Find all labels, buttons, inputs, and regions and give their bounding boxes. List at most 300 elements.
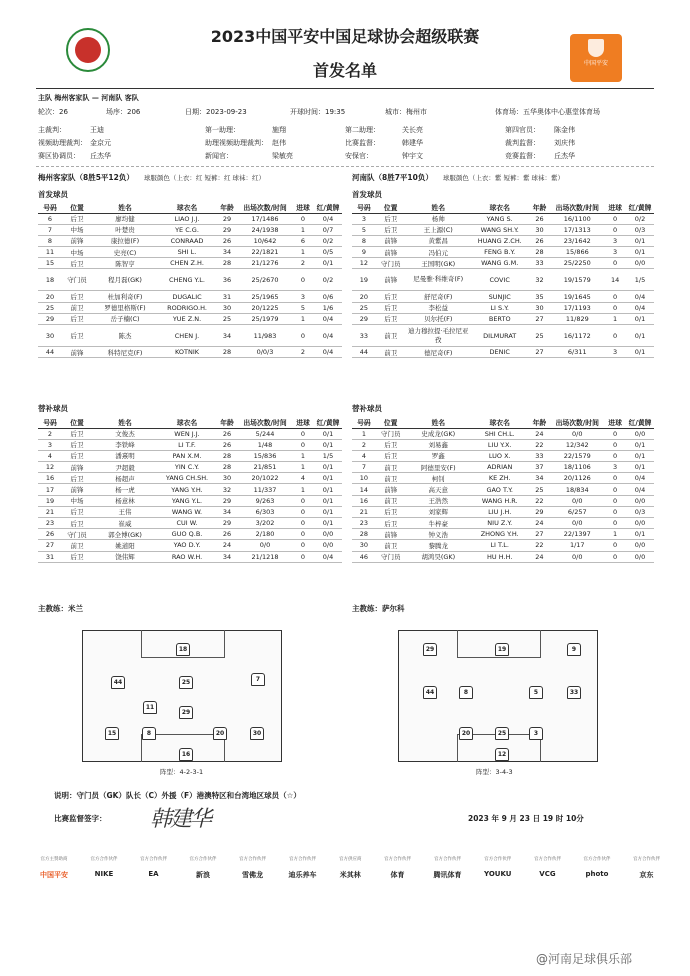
column-header: 号码 bbox=[352, 202, 376, 213]
player-cell: 0/1 bbox=[626, 313, 654, 324]
player-cell: 前锋 bbox=[62, 462, 92, 473]
player-cell: 1/17 bbox=[550, 540, 604, 551]
column-header: 位置 bbox=[376, 202, 406, 213]
player-cell: 陈杰 bbox=[92, 325, 158, 347]
player-cell: 0/6 bbox=[314, 291, 342, 302]
player-cell: 3 bbox=[604, 235, 626, 246]
player-cell: 1/48 bbox=[238, 439, 292, 450]
player-cell: 12 bbox=[38, 462, 62, 473]
player-cell: 0/4 bbox=[626, 302, 654, 313]
player-row bbox=[38, 313, 342, 324]
player-cell: 0/0 bbox=[626, 258, 654, 269]
player-cell: 0 bbox=[292, 439, 314, 450]
player-cell: YAO D.Y. bbox=[158, 540, 216, 551]
player-cell: 后卫 bbox=[62, 551, 92, 562]
player-shirt-icon: 7 bbox=[251, 673, 265, 686]
player-shirt-icon: 25 bbox=[179, 676, 193, 689]
player-cell: 中场 bbox=[62, 224, 92, 235]
home-team-header: 梅州客家队（8胜5平12负） 球服颜色（上衣：红 短裤：红 球袜：红） bbox=[38, 173, 266, 182]
player-shirt-icon: 8 bbox=[142, 727, 156, 740]
player-row bbox=[352, 224, 654, 235]
player-cell: 28 bbox=[529, 247, 551, 258]
player-cell: 5/244 bbox=[238, 428, 292, 439]
player-cell: 0/7 bbox=[314, 224, 342, 235]
official-role: 安保官： bbox=[345, 152, 373, 160]
player-cell: 4 bbox=[292, 473, 314, 484]
player-cell: 崔威 bbox=[92, 518, 158, 529]
column-header: 球衣名 bbox=[471, 417, 529, 428]
player-cell: 前卫 bbox=[376, 325, 406, 347]
column-header: 号码 bbox=[352, 417, 376, 428]
player-shirt-icon: 9 bbox=[567, 643, 581, 656]
player-cell: 17/1313 bbox=[550, 224, 604, 235]
column-header: 号码 bbox=[38, 417, 62, 428]
player-cell: 岳子楠(C) bbox=[92, 313, 158, 324]
player-cell: 姚道阳 bbox=[92, 540, 158, 551]
player-cell: WANG G.M. bbox=[471, 258, 529, 269]
player-cell: 0 bbox=[604, 551, 626, 562]
player-cell: 前锋 bbox=[62, 235, 92, 246]
official-role: 第四官员： bbox=[505, 126, 540, 134]
player-row bbox=[352, 439, 654, 450]
player-cell: 16 bbox=[352, 495, 376, 506]
player-cell: 0 bbox=[292, 213, 314, 224]
sponsor-caption: 官方合作伙伴 bbox=[289, 857, 316, 862]
sponsor-caption: 官方合作伙伴 bbox=[189, 857, 217, 862]
player-cell: 21 bbox=[38, 506, 62, 517]
official-role: 裁判监督： bbox=[505, 139, 540, 147]
player-cell: 守门员 bbox=[62, 269, 92, 291]
player-cell: 前卫 bbox=[376, 462, 406, 473]
player-cell: 25 bbox=[529, 325, 551, 347]
player-cell: 杨一虎 bbox=[92, 484, 158, 495]
sponsor-caption: 官方合作伙伴 bbox=[632, 857, 660, 862]
column-header: 出场次数/时间 bbox=[550, 202, 604, 213]
official-name: 刘庆伟 bbox=[554, 139, 575, 147]
player-cell: 44 bbox=[38, 347, 62, 358]
player-cell: 杨超声 bbox=[92, 473, 158, 484]
player-row bbox=[38, 224, 342, 235]
player-row bbox=[352, 258, 654, 269]
player-cell: 28 bbox=[216, 347, 238, 358]
player-cell: 0/2 bbox=[626, 213, 654, 224]
player-cell: 后卫 bbox=[62, 473, 92, 484]
player-cell: 0/1 bbox=[314, 428, 342, 439]
sponsor-caption: 官方合作伙伴 bbox=[434, 857, 461, 862]
player-row bbox=[352, 428, 654, 439]
player-cell: 1 bbox=[292, 224, 314, 235]
player-cell: 0/0 bbox=[626, 495, 654, 506]
player-row bbox=[38, 325, 342, 347]
player-cell: 守门员 bbox=[376, 428, 406, 439]
away-subs-table bbox=[352, 417, 654, 563]
player-cell: 25 bbox=[216, 313, 238, 324]
player-cell: 33 bbox=[529, 450, 551, 461]
player-row bbox=[38, 473, 342, 484]
player-cell: 8 bbox=[352, 235, 376, 246]
player-cell: 21 bbox=[352, 506, 376, 517]
player-cell: 前卫 bbox=[62, 540, 92, 551]
player-cell: 0/1 bbox=[626, 247, 654, 258]
official-name: 韩建华 bbox=[402, 139, 423, 147]
player-cell: 0/4 bbox=[314, 325, 342, 347]
player-row bbox=[352, 235, 654, 246]
player-cell: 5 bbox=[292, 302, 314, 313]
player-cell: 3 bbox=[604, 462, 626, 473]
player-cell: 0/1 bbox=[626, 347, 654, 358]
home-starters-label: 首发球员 bbox=[38, 190, 68, 199]
player-row bbox=[352, 450, 654, 461]
player-cell: 33 bbox=[352, 325, 376, 347]
player-cell: 阿德里安(F) bbox=[406, 462, 471, 473]
official-name: 施翔 bbox=[272, 126, 286, 134]
player-cell: 25 bbox=[38, 302, 62, 313]
player-cell: 6/311 bbox=[550, 347, 604, 358]
page-title: 2023中国平安中国足球协会超级联赛 bbox=[210, 27, 480, 46]
player-row bbox=[38, 518, 342, 529]
player-row bbox=[38, 428, 342, 439]
player-cell: 19/1579 bbox=[550, 269, 604, 291]
player-cell: 24 bbox=[529, 551, 551, 562]
player-cell: 11/337 bbox=[238, 484, 292, 495]
player-shirt-icon: 44 bbox=[423, 686, 437, 699]
player-cell: LIAO J.J. bbox=[158, 213, 216, 224]
home-coach: 主教练：米兰 bbox=[38, 604, 83, 613]
player-cell: 后卫 bbox=[62, 258, 92, 269]
player-cell: 杜加利奇(F) bbox=[92, 291, 158, 302]
sponsor-name: EA bbox=[148, 870, 159, 878]
column-header: 姓名 bbox=[406, 417, 471, 428]
player-cell: 0/0 bbox=[314, 540, 342, 551]
player-shirt-icon: 19 bbox=[495, 643, 509, 656]
player-cell: 叶楚贵 bbox=[92, 224, 158, 235]
player-cell: 1 bbox=[604, 313, 626, 324]
player-cell: 0/1 bbox=[626, 439, 654, 450]
player-cell: 12/342 bbox=[550, 439, 604, 450]
player-cell: 25 bbox=[352, 302, 376, 313]
player-cell: ADRIAN bbox=[471, 462, 529, 473]
player-cell: 36 bbox=[216, 269, 238, 291]
player-cell: 24 bbox=[529, 518, 551, 529]
player-row bbox=[38, 462, 342, 473]
player-cell: 郭全博(GK) bbox=[92, 529, 158, 540]
player-row bbox=[38, 551, 342, 562]
sponsor-logo bbox=[384, 856, 411, 892]
watermark: @河南足球俱乐部 bbox=[536, 952, 633, 966]
player-cell: 10 bbox=[352, 473, 376, 484]
player-cell: 28 bbox=[216, 450, 238, 461]
player-row bbox=[38, 529, 342, 540]
player-cell: 22 bbox=[529, 495, 551, 506]
player-cell: 15/866 bbox=[550, 247, 604, 258]
player-cell: LI T.L. bbox=[471, 540, 529, 551]
player-cell: 0/1 bbox=[314, 473, 342, 484]
player-cell: 22/1821 bbox=[238, 247, 292, 258]
player-cell: 1 bbox=[292, 484, 314, 495]
sponsor-logo bbox=[534, 856, 561, 892]
player-cell: 30 bbox=[529, 224, 551, 235]
player-cell: 后卫 bbox=[376, 313, 406, 324]
player-cell: 0/1 bbox=[626, 450, 654, 461]
player-cell: 1 bbox=[292, 450, 314, 461]
player-cell: 0/0 bbox=[238, 540, 292, 551]
column-header: 球衣名 bbox=[158, 202, 216, 213]
player-cell: 后卫 bbox=[376, 213, 406, 224]
player-cell: 3 bbox=[38, 439, 62, 450]
player-cell: 3 bbox=[292, 291, 314, 302]
official-name: 钟宇文 bbox=[402, 152, 423, 160]
column-header: 位置 bbox=[62, 202, 92, 213]
away-team-header: 河南队（8胜7平10负） 球服颜色（上衣：紫 短裤：紫 球袜：紫） bbox=[352, 173, 565, 182]
player-cell: ZHONG Y.H. bbox=[471, 529, 529, 540]
player-cell: 15 bbox=[38, 258, 62, 269]
player-cell: BERTO bbox=[471, 313, 529, 324]
player-cell: 0/1 bbox=[314, 518, 342, 529]
player-cell: 0/1 bbox=[626, 462, 654, 473]
player-cell: 0/0 bbox=[314, 529, 342, 540]
player-cell: 11/983 bbox=[238, 325, 292, 347]
player-cell: 46 bbox=[352, 551, 376, 562]
player-cell: 19 bbox=[38, 495, 62, 506]
player-row bbox=[352, 495, 654, 506]
player-cell: 前锋 bbox=[376, 484, 406, 495]
player-row bbox=[352, 484, 654, 495]
column-header: 出场次数/时间 bbox=[238, 417, 292, 428]
player-cell: 25/1979 bbox=[238, 313, 292, 324]
player-cell: 11 bbox=[38, 247, 62, 258]
player-cell: 9 bbox=[352, 247, 376, 258]
sponsor-logo bbox=[484, 856, 511, 892]
player-row bbox=[38, 450, 342, 461]
player-cell: 0/5 bbox=[314, 247, 342, 258]
player-cell: 0 bbox=[604, 325, 626, 347]
player-cell: 后卫 bbox=[376, 518, 406, 529]
player-row bbox=[38, 213, 342, 224]
player-cell: 27 bbox=[38, 540, 62, 551]
sponsor-caption: 官方合作伙伴 bbox=[140, 857, 167, 862]
player-cell: 前卫 bbox=[62, 302, 92, 313]
column-header: 红/黄牌 bbox=[314, 417, 342, 428]
player-shirt-icon: 29 bbox=[179, 706, 193, 719]
player-cell: 34 bbox=[529, 473, 551, 484]
player-cell: YIN C.Y. bbox=[158, 462, 216, 473]
player-cell: 刘家辉 bbox=[406, 506, 471, 517]
player-cell: GUO Q.B. bbox=[158, 529, 216, 540]
player-cell: 后卫 bbox=[376, 450, 406, 461]
player-shirt-icon: 16 bbox=[179, 748, 193, 761]
player-shirt-icon: 30 bbox=[250, 727, 264, 740]
sponsor-logo bbox=[239, 856, 266, 892]
sponsor-strip bbox=[40, 856, 660, 892]
column-header: 姓名 bbox=[406, 202, 471, 213]
player-cell: 后卫 bbox=[376, 291, 406, 302]
player-cell: 后卫 bbox=[62, 439, 92, 450]
official-name: 赵伟 bbox=[272, 139, 286, 147]
player-cell: 34 bbox=[216, 247, 238, 258]
player-cell: 14 bbox=[604, 269, 626, 291]
player-cell: 后卫 bbox=[62, 518, 92, 529]
player-cell: 王伟 bbox=[92, 506, 158, 517]
player-cell: SUNJIC bbox=[471, 291, 529, 302]
player-cell: LI S.Y. bbox=[471, 302, 529, 313]
sponsor-logo bbox=[91, 856, 118, 892]
player-row bbox=[38, 291, 342, 302]
player-cell: 19 bbox=[352, 269, 376, 291]
column-header: 年龄 bbox=[216, 417, 238, 428]
player-cell: 2 bbox=[352, 439, 376, 450]
player-shirt-icon: 15 bbox=[105, 727, 119, 740]
player-cell: 守门员 bbox=[376, 258, 406, 269]
player-cell: 后卫 bbox=[62, 213, 92, 224]
player-cell: 17 bbox=[38, 484, 62, 495]
player-cell: 0/4 bbox=[626, 484, 654, 495]
away-starters-label: 首发球员 bbox=[352, 190, 382, 199]
official-role: 视频助理裁判： bbox=[38, 139, 87, 147]
player-cell: 中场 bbox=[62, 495, 92, 506]
player-shirt-icon: 8 bbox=[459, 686, 473, 699]
player-row bbox=[38, 302, 342, 313]
player-row bbox=[38, 484, 342, 495]
player-cell: 1 bbox=[604, 529, 626, 540]
player-row bbox=[352, 551, 654, 562]
player-row bbox=[352, 247, 654, 258]
player-cell: 李松益 bbox=[406, 302, 471, 313]
player-cell: 0/1 bbox=[314, 495, 342, 506]
supervisor-signature: 韩建华 bbox=[150, 807, 211, 832]
sponsor-name: 迪乐养车 bbox=[288, 871, 317, 879]
player-cell: WANG SH.Y. bbox=[471, 224, 529, 235]
player-cell: 前锋 bbox=[376, 247, 406, 258]
player-cell: 31 bbox=[216, 291, 238, 302]
player-cell: 前卫 bbox=[376, 540, 406, 551]
player-cell: 19/1645 bbox=[550, 291, 604, 302]
player-cell: 20/1022 bbox=[238, 473, 292, 484]
official-role: 新闻官： bbox=[205, 152, 233, 160]
sign-time: 2023 年 9 月 23 日 19 时 10分 bbox=[468, 814, 584, 823]
player-cell: 尼曼雅·科维奇(F) bbox=[406, 269, 471, 291]
player-cell: 3/202 bbox=[238, 518, 292, 529]
player-cell: 饶伟辉 bbox=[92, 551, 158, 562]
player-cell: YANG Y.H. bbox=[158, 484, 216, 495]
player-row bbox=[352, 213, 654, 224]
player-cell: 贝尔托(F) bbox=[406, 313, 471, 324]
player-cell: 14 bbox=[352, 484, 376, 495]
player-cell: 2 bbox=[292, 347, 314, 358]
player-cell: 前卫 bbox=[376, 473, 406, 484]
sponsor-caption: 官方合作伙伴 bbox=[533, 857, 561, 862]
sponsor-name: YOUKU bbox=[484, 870, 512, 878]
player-cell: NIU Z.Y. bbox=[471, 518, 529, 529]
player-cell: 0 bbox=[604, 428, 626, 439]
player-cell: 前锋 bbox=[62, 484, 92, 495]
match-no: 场序：206 bbox=[106, 108, 141, 116]
away-starters-table bbox=[352, 202, 654, 358]
player-cell: 前卫 bbox=[376, 347, 406, 358]
player-cell: 28 bbox=[216, 462, 238, 473]
player-cell: 0/0 bbox=[550, 495, 604, 506]
player-cell: 2 bbox=[292, 258, 314, 269]
player-cell: 1/6 bbox=[314, 302, 342, 313]
official-name: 王迪 bbox=[90, 126, 104, 134]
player-cell: LUO X. bbox=[471, 450, 529, 461]
player-cell: PAN X.M. bbox=[158, 450, 216, 461]
player-cell: 0 bbox=[604, 439, 626, 450]
player-cell: 2/180 bbox=[238, 529, 292, 540]
player-cell: 16 bbox=[38, 473, 62, 484]
column-header: 球衣名 bbox=[471, 202, 529, 213]
player-cell: 16/1172 bbox=[550, 325, 604, 347]
player-cell: 王浩然 bbox=[406, 495, 471, 506]
player-cell: 陈智亨 bbox=[92, 258, 158, 269]
player-shirt-icon: 29 bbox=[423, 643, 437, 656]
player-cell: 0/4 bbox=[626, 291, 654, 302]
player-shirt-icon: 12 bbox=[495, 748, 509, 761]
player-row bbox=[38, 258, 342, 269]
player-cell: 29 bbox=[38, 313, 62, 324]
player-row bbox=[352, 313, 654, 324]
column-header: 姓名 bbox=[92, 202, 158, 213]
column-header: 年龄 bbox=[529, 417, 551, 428]
player-cell: 前锋 bbox=[376, 235, 406, 246]
player-cell: 21/1276 bbox=[238, 258, 292, 269]
player-cell: 30 bbox=[352, 540, 376, 551]
column-header: 进球 bbox=[604, 202, 626, 213]
sponsor-logo bbox=[289, 856, 317, 892]
column-header: 红/黄牌 bbox=[626, 202, 654, 213]
player-cell: 26 bbox=[216, 428, 238, 439]
player-cell: 20 bbox=[38, 291, 62, 302]
player-cell: 0 bbox=[292, 428, 314, 439]
player-cell: 5 bbox=[352, 224, 376, 235]
sponsor-name: 雪佛龙 bbox=[242, 871, 263, 879]
player-cell: 0/0 bbox=[550, 551, 604, 562]
player-cell: 27 bbox=[529, 347, 551, 358]
player-cell: 0 bbox=[292, 551, 314, 562]
player-cell: YANG CH.SH. bbox=[158, 473, 216, 484]
player-cell: 史成龙(GK) bbox=[406, 428, 471, 439]
official-name: 金京元 bbox=[90, 139, 111, 147]
player-row bbox=[352, 325, 654, 347]
sponsor-name: 体育 bbox=[390, 871, 405, 879]
player-cell: 迪力穆拉提·毛拉尼亚孜 bbox=[406, 325, 471, 347]
player-cell: 11/829 bbox=[550, 313, 604, 324]
player-cell: 22/1397 bbox=[550, 529, 604, 540]
player-cell: 科特尼克(F) bbox=[92, 347, 158, 358]
player-cell: 0 bbox=[604, 506, 626, 517]
player-row bbox=[352, 302, 654, 313]
sponsor-name: 新浪 bbox=[196, 871, 210, 879]
player-cell: 35 bbox=[529, 291, 551, 302]
home-formation: 阵型：4-2-3-1 bbox=[160, 768, 204, 776]
player-cell: 0/1 bbox=[314, 439, 342, 450]
player-cell: CHEN J. bbox=[158, 325, 216, 347]
player-cell: 程月磊(GK) bbox=[92, 269, 158, 291]
column-header: 球衣名 bbox=[158, 417, 216, 428]
player-cell: 22 bbox=[529, 540, 551, 551]
column-header: 年龄 bbox=[529, 202, 551, 213]
official-role: 竞赛监督： bbox=[505, 152, 540, 160]
player-cell: 潘熹明 bbox=[92, 450, 158, 461]
player-cell: 廖均健 bbox=[92, 213, 158, 224]
player-cell: 0/0 bbox=[626, 540, 654, 551]
player-cell: 30 bbox=[216, 302, 238, 313]
player-cell: 0/4 bbox=[314, 213, 342, 224]
player-row bbox=[352, 518, 654, 529]
player-cell: 24/1938 bbox=[238, 224, 292, 235]
player-cell: 刘易鑫 bbox=[406, 439, 471, 450]
official-name: 梁敏亮 bbox=[272, 152, 293, 160]
sponsor-logo bbox=[583, 856, 610, 892]
